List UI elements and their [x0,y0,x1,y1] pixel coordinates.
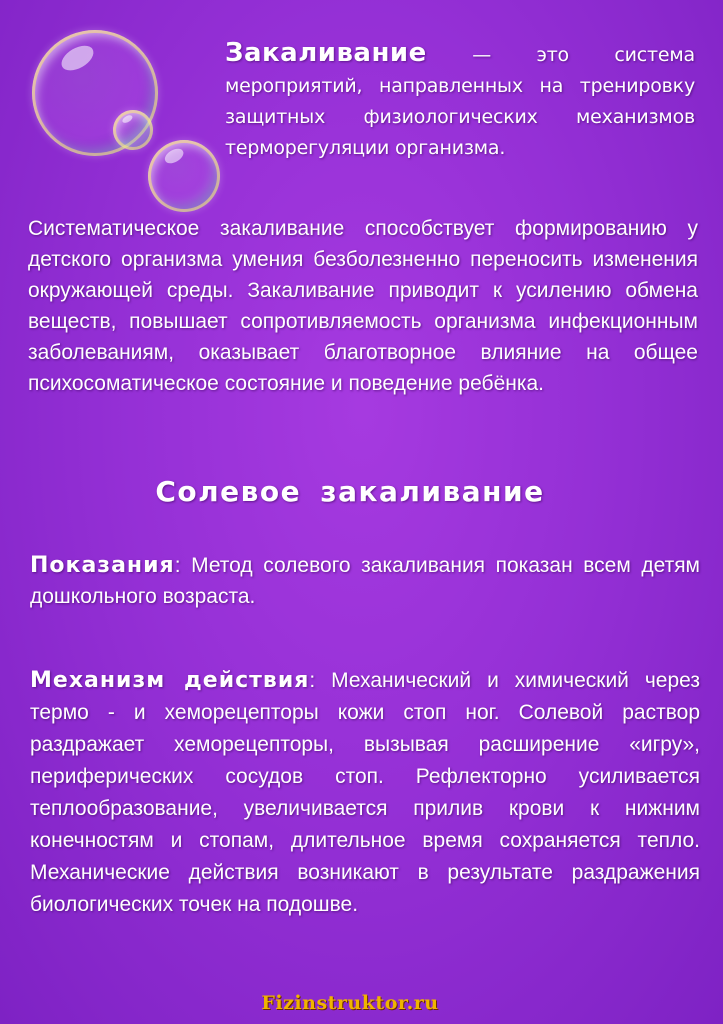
medium-bubble-icon [148,140,220,212]
indications-text: : Метод солевого закаливания показан всем детям дошкольного возраста. [30,554,700,608]
intro-term: Закаливание [225,38,427,68]
mechanism-label: Механизм действия [30,668,310,693]
mechanism-text: : Механический и химический через термо - и хеморецепторы кожи стоп ног. Солевой раствор раздражает хеморецепторы, вызывая расширение «игру», периферических сосудов стоп. Рефлекторно усиливается теплообразование, увеличивается прилив крови к нижним конечностям и стопам, длительное время сохраняется тепло. Механические действия возникают в результате раздражения биологических точек на подошве. [30,669,700,916]
footer-watermark [0,992,700,1014]
footer-site-name: Fizinstruktor.ru [261,992,439,1014]
indications-paragraph [30,550,700,612]
small-bubble-icon [113,110,153,150]
hardening-benefits-paragraph: Систематическое закаливание способствует формированию у детского организма умения безболезненно переносить изменения окружающей среды. Закаливание приводит к усилению обмена веществ, повышает сопротивляемость организма инфекционным заболеваниям, оказывает благотворное влияние на общее психосоматическое состояние и поведение ребёнка. [28,217,698,395]
indications-label: Показания [30,553,175,578]
intro-definition [225,38,695,164]
section-heading: Солевое закаливание [155,475,545,508]
intro-definition-text: — это система мероприятий, направленных на тренировку защитных физиологических механизмов терморегуляции организма. [225,44,695,159]
mechanism-paragraph [30,665,700,921]
